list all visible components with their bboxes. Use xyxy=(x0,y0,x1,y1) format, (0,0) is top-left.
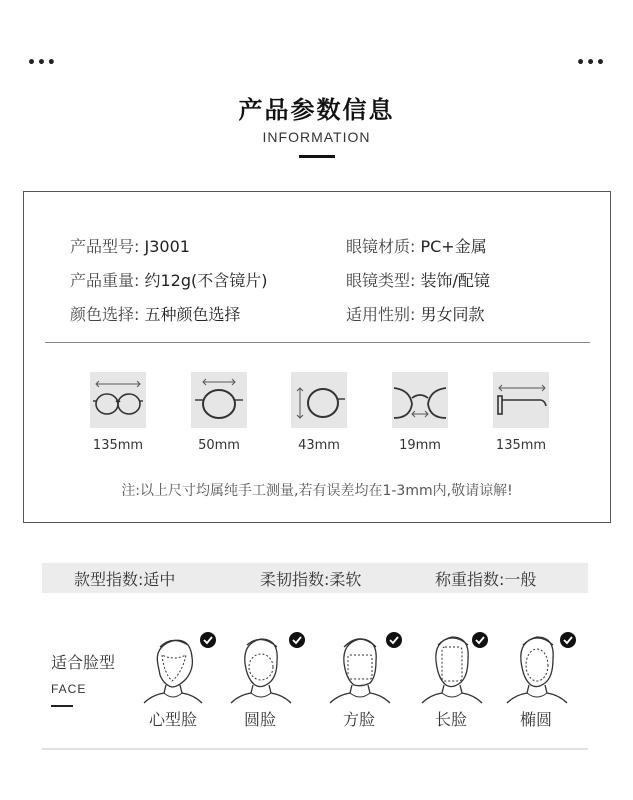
measure-value: 135mm xyxy=(495,438,547,453)
spec-divider xyxy=(45,342,590,343)
spec-key: 适用性别: xyxy=(346,305,421,324)
spec-key: 眼镜类型: xyxy=(346,271,421,290)
spec-value: 男女同款 xyxy=(420,305,485,324)
spec-material xyxy=(346,234,487,257)
face-type-name: 椭圆 xyxy=(519,710,552,729)
face-type-name: 圆脸 xyxy=(243,710,276,729)
face-type-long xyxy=(406,625,496,730)
face-type-round xyxy=(215,625,305,730)
index-bar xyxy=(42,563,588,593)
face-section-label: 适合脸型 xyxy=(51,653,116,672)
square-face-icon xyxy=(314,625,404,705)
face-section-label-en: FACE xyxy=(51,682,87,696)
long-face-icon xyxy=(406,625,496,705)
oval-face-icon xyxy=(491,625,581,705)
spec-model xyxy=(70,234,190,257)
frame-width-icon xyxy=(90,372,146,428)
measure-frame-width xyxy=(73,372,163,453)
index-weight xyxy=(435,567,536,590)
face-type-name: 方脸 xyxy=(342,710,375,729)
spec-key: 产品型号: xyxy=(70,237,145,256)
heart-face-icon xyxy=(128,625,218,705)
lens-height-icon xyxy=(291,372,347,428)
face-type-heart xyxy=(128,625,218,730)
spec-value: 装饰/配镜 xyxy=(420,271,490,290)
page-title: 产品参数信息 xyxy=(238,96,395,124)
spec-value: PC+金属 xyxy=(420,237,487,256)
index-label: 柔韧指数: xyxy=(260,570,330,589)
spec-value: 五种颜色选择 xyxy=(144,305,241,324)
measure-lens-width xyxy=(174,372,264,453)
spec-color xyxy=(70,302,241,325)
measure-value: 50mm xyxy=(198,438,240,453)
title-underline xyxy=(299,155,335,158)
measure-value: 135mm xyxy=(92,438,144,453)
spec-key: 眼镜材质: xyxy=(346,237,421,256)
spec-value: J3001 xyxy=(144,237,190,256)
face-type-oval xyxy=(491,625,581,730)
face-type-square xyxy=(314,625,404,730)
round-face-icon xyxy=(215,625,305,705)
spec-value: 约12g(不含镜片) xyxy=(144,271,268,290)
spec-key: 颜色选择: xyxy=(70,305,145,324)
temple-length-icon xyxy=(493,372,549,428)
index-style xyxy=(74,567,175,590)
bridge-width-icon xyxy=(392,372,448,428)
measure-temple-length xyxy=(476,372,566,453)
lens-width-icon xyxy=(191,372,247,428)
dots-left-icon: ••• xyxy=(27,55,57,71)
spec-weight xyxy=(70,268,268,291)
index-label: 款型指数: xyxy=(74,570,144,589)
face-label-underline xyxy=(51,705,73,707)
dots-right-icon: ••• xyxy=(576,55,606,71)
measure-value: 19mm xyxy=(399,438,441,453)
bottom-divider xyxy=(42,748,588,750)
face-type-name: 心型脸 xyxy=(148,710,197,729)
spec-type xyxy=(346,268,490,291)
face-type-name: 长脸 xyxy=(434,710,467,729)
index-label: 称重指数: xyxy=(435,570,505,589)
index-value: 一般 xyxy=(504,570,537,589)
index-flexibility xyxy=(260,567,361,590)
page-subtitle: INFORMATION xyxy=(262,129,371,145)
spec-gender xyxy=(346,302,485,325)
measure-bridge-width xyxy=(375,372,465,453)
section-header xyxy=(0,90,633,158)
index-value: 适中 xyxy=(143,570,176,589)
measurement-note: 注:以上尺寸均属纯手工测量,若有误差均在1-3mm内,敬请谅解! xyxy=(121,483,513,499)
measure-value: 43mm xyxy=(298,438,340,453)
spec-key: 产品重量: xyxy=(70,271,145,290)
index-value: 柔软 xyxy=(329,570,362,589)
measure-lens-height xyxy=(274,372,364,453)
product-info-box xyxy=(23,191,611,523)
